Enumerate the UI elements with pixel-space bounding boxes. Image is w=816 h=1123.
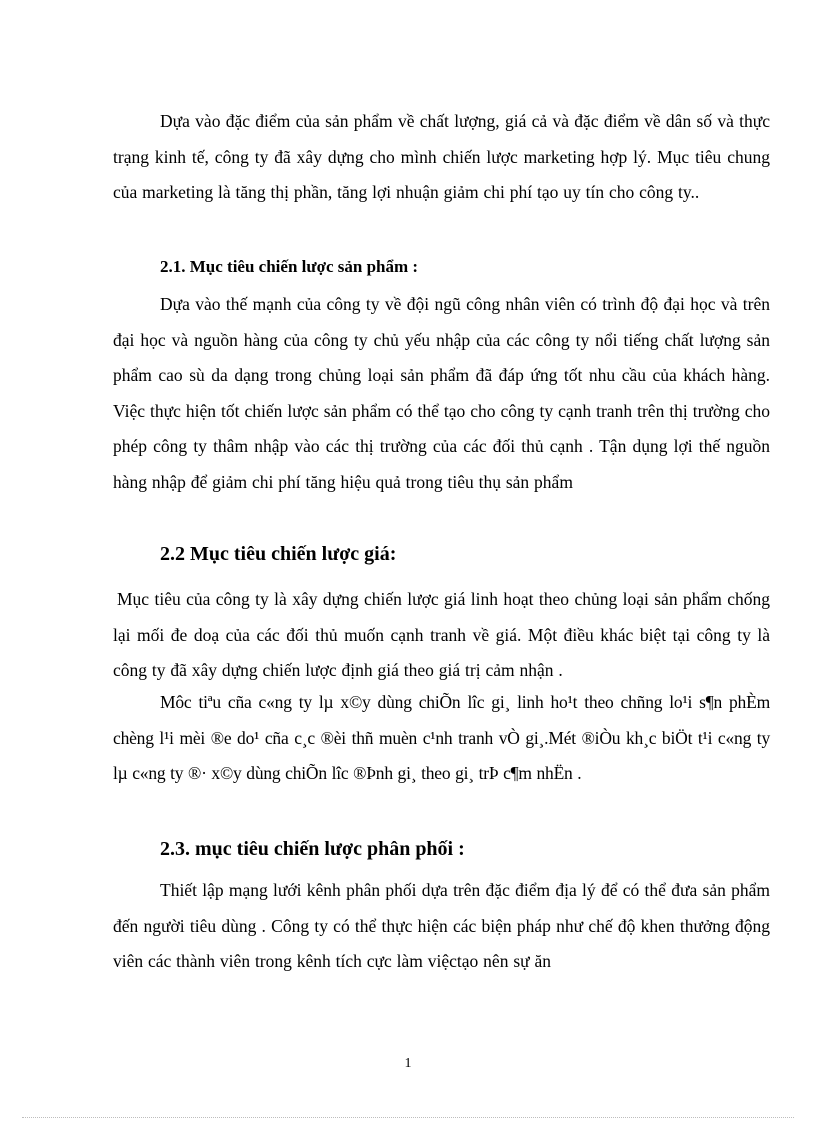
page-number: 1: [404, 1056, 412, 1071]
section-2-1-paragraph: Dựa vào thế mạnh của công ty về đội ngũ công nhân viên có trình độ đại học và trên đại học và nguồn hàng của công ty chủ yếu nhập của các công ty nổi tiếng chất lượng sản phẩm cao sù da dạng trong chủng loại sản phẩm đã đáp ứng tốt nhu cầu của khách hàng. Việc thực hiện tốt chiến lược sản phẩm có thể tạo cho công ty cạnh tranh trên thị trường cho phép công ty thâm nhập vào các thị trường của các đối thủ cạnh . Tận dụng lợi thế nguồn hàng nhập để giảm chi phí tăng hiệu quả trong tiêu thụ sản phẩm: [113, 294, 770, 492]
section-2-2-paragraph-2: Môc tiªu cña c«ng ty lµ x©y dùng chiÕn lîc gi¸ linh ho¹t theo chñng lo¹i s¶n phÈm chèng l¹i mèi ®e do¹ cña c¸c ®èi thñ muèn c¹nh tranh vÒ gi¸.Mét ®iÒu kh¸c biÖt t¹i c«ng ty lµ c«ng ty ®· x©y dùng chiÕn lîc ®Þnh gi¸ theo gi¸ trÞ c¶m nhËn .: [113, 692, 770, 783]
section-2-3-paragraph: Thiết lập mạng lưới kênh phân phối dựa trên đặc điểm địa lý để có thể đưa sản phẩm đến người tiêu dùng . Công ty có thể thực hiện các biện pháp như chế độ khen thưởng động viên các thành viên trong kênh tích cực làm việctạo nên sự ăn: [113, 880, 770, 971]
section-2-2-paragraph-1: Mục tiêu của công ty là xây dựng chiến lược giá linh hoạt theo chủng loại sản phẩm chống lại mối đe doạ của các đối thủ muốn cạnh tranh về giá. Một điều khác biệt tại công ty là công ty đã xây dựng chiến lược định giá theo giá trị cảm nhận .: [113, 589, 770, 680]
intro-paragraph: Dựa vào đặc điểm của sản phẩm về chất lượng, giá cả và đặc điểm về dân số và thực trạng kinh tế, công ty đã xây dựng cho mình chiến lược marketing hợp lý. Mục tiêu chung của marketing là tăng thị phần, tăng lợi nhuận giảm chi phí tạo uy tín cho công ty..: [113, 111, 770, 202]
section-2-1-heading: 2.1. Mục tiêu chiến lược sản phẩm :: [160, 257, 419, 276]
section-2-3-heading: 2.3. mục tiêu chiến lược phân phối :: [160, 838, 465, 860]
section-2-2-heading: 2.2 Mục tiêu chiến lược giá:: [160, 543, 397, 565]
page-bottom-rule: [22, 1117, 794, 1118]
